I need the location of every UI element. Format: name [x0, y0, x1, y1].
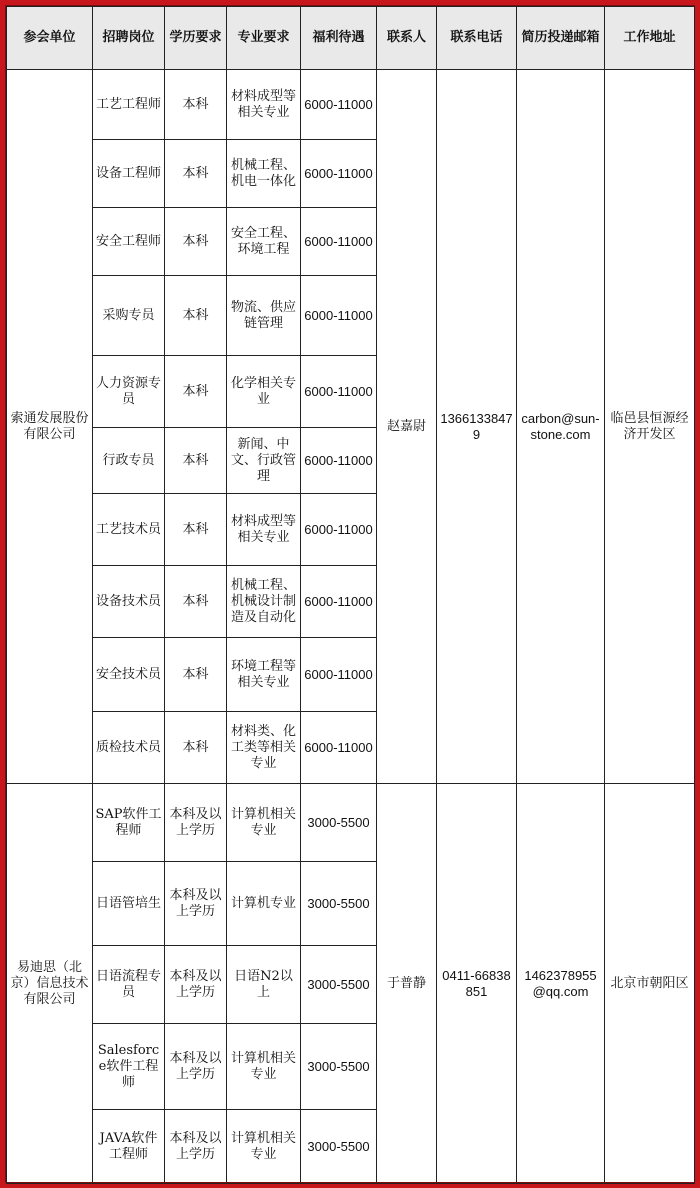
header-contact: 联系人 [377, 7, 437, 70]
position-salary: 6000-11000 [301, 428, 377, 494]
position-title: JAVA软件工程师 [93, 1110, 165, 1184]
company-address: 临邑县恒源经济开发区 [605, 70, 695, 784]
position-title: 人力资源专员 [93, 356, 165, 428]
position-major: 材料成型等相关专业 [227, 494, 301, 566]
position-education: 本科及以上学历 [165, 862, 227, 946]
position-title: 采购专员 [93, 276, 165, 356]
company-name: 易迪思（北京）信息技术有限公司 [7, 784, 93, 1184]
position-salary: 6000-11000 [301, 208, 377, 276]
position-title: 设备工程师 [93, 140, 165, 208]
position-major: 材料成型等相关专业 [227, 70, 301, 140]
company-name: 索通发展股份有限公司 [7, 70, 93, 784]
position-education: 本科 [165, 712, 227, 784]
position-title: 安全技术员 [93, 638, 165, 712]
header-phone: 联系电话 [437, 7, 517, 70]
header-position: 招聘岗位 [93, 7, 165, 70]
company-address: 北京市朝阳区 [605, 784, 695, 1184]
position-title: 工艺技术员 [93, 494, 165, 566]
position-major: 计算机相关专业 [227, 1024, 301, 1110]
recruitment-table [6, 6, 695, 1184]
position-major: 物流、供应链管理 [227, 276, 301, 356]
table-row [7, 70, 695, 140]
position-salary: 3000-5500 [301, 862, 377, 946]
position-education: 本科 [165, 566, 227, 638]
position-major: 安全工程、环境工程 [227, 208, 301, 276]
header-company: 参会单位 [7, 7, 93, 70]
position-education: 本科 [165, 356, 227, 428]
position-salary: 3000-5500 [301, 1024, 377, 1110]
position-major: 计算机专业 [227, 862, 301, 946]
position-major: 化学相关专业 [227, 356, 301, 428]
company-email[interactable]: 1462378955@qq.com [517, 784, 605, 1184]
header-address: 工作地址 [605, 7, 695, 70]
position-education: 本科及以上学历 [165, 1110, 227, 1184]
position-education: 本科 [165, 428, 227, 494]
position-major: 机械工程、机电一体化 [227, 140, 301, 208]
position-title: 质检技术员 [93, 712, 165, 784]
position-salary: 3000-5500 [301, 1110, 377, 1184]
position-education: 本科 [165, 494, 227, 566]
position-title: 日语流程专员 [93, 946, 165, 1024]
header-education: 学历要求 [165, 7, 227, 70]
header-salary: 福利待遇 [301, 7, 377, 70]
header-major: 专业要求 [227, 7, 301, 70]
company-phone: 0411-66838851 [437, 784, 517, 1184]
position-title: SAP软件工程师 [93, 784, 165, 862]
position-major: 日语N2以上 [227, 946, 301, 1024]
position-major: 机械工程、机械设计制造及自动化 [227, 566, 301, 638]
position-title: Salesforce软件工程师 [93, 1024, 165, 1110]
position-major: 计算机相关专业 [227, 1110, 301, 1184]
company-contact: 赵嘉尉 [377, 70, 437, 784]
position-salary: 6000-11000 [301, 494, 377, 566]
position-major: 环境工程等相关专业 [227, 638, 301, 712]
position-salary: 6000-11000 [301, 356, 377, 428]
position-salary: 3000-5500 [301, 784, 377, 862]
position-salary: 6000-11000 [301, 712, 377, 784]
position-education: 本科 [165, 638, 227, 712]
header-email: 简历投递邮箱 [517, 7, 605, 70]
position-education: 本科及以上学历 [165, 946, 227, 1024]
position-major: 材料类、化工类等相关专业 [227, 712, 301, 784]
position-salary: 6000-11000 [301, 638, 377, 712]
position-major: 计算机相关专业 [227, 784, 301, 862]
company-email[interactable]: carbon@sun-stone.com [517, 70, 605, 784]
company-phone: 13661338479 [437, 70, 517, 784]
position-title: 设备技术员 [93, 566, 165, 638]
page-frame [6, 6, 694, 1182]
position-education: 本科及以上学历 [165, 1024, 227, 1110]
position-major: 新闻、中文、行政管理 [227, 428, 301, 494]
position-title: 行政专员 [93, 428, 165, 494]
position-education: 本科及以上学历 [165, 784, 227, 862]
position-salary: 6000-11000 [301, 140, 377, 208]
position-title: 日语管培生 [93, 862, 165, 946]
position-salary: 3000-5500 [301, 946, 377, 1024]
table-row [7, 784, 695, 862]
position-title: 工艺工程师 [93, 70, 165, 140]
header-row [7, 7, 695, 70]
position-education: 本科 [165, 276, 227, 356]
position-education: 本科 [165, 70, 227, 140]
position-salary: 6000-11000 [301, 70, 377, 140]
position-education: 本科 [165, 140, 227, 208]
company-contact: 于普静 [377, 784, 437, 1184]
position-title: 安全工程师 [93, 208, 165, 276]
position-education: 本科 [165, 208, 227, 276]
position-salary: 6000-11000 [301, 276, 377, 356]
position-salary: 6000-11000 [301, 566, 377, 638]
